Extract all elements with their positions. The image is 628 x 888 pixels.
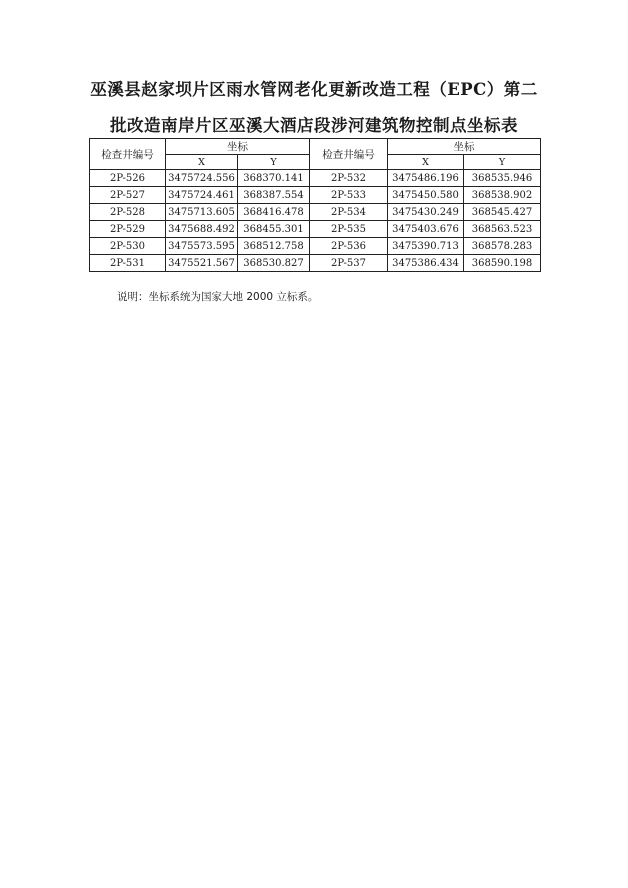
right-id-cell: 2P-534 (310, 204, 388, 221)
right-id-cell: 2P-532 (310, 170, 388, 187)
right-id-cell: 2P-537 (310, 255, 388, 272)
right-y-cell: 368545.427 (464, 204, 541, 221)
right-id-header: 检查井编号 (310, 139, 388, 170)
document-title-line-1: 巫溪县赵家坝片区雨水管网老化更新改造工程（EPC）第二 (90, 80, 538, 99)
right-coord-header: 坐标 (388, 139, 541, 155)
left-y-cell: 368370.141 (238, 170, 310, 187)
left-coord-header: 坐标 (166, 139, 310, 155)
table-row (90, 187, 541, 204)
table-row (90, 204, 541, 221)
left-x-header: X (166, 155, 238, 170)
left-id-cell: 2P-531 (90, 255, 166, 272)
left-x-cell: 3475688.492 (166, 221, 238, 238)
right-x-cell: 3475390.713 (388, 238, 464, 255)
left-id-header: 检查井编号 (90, 139, 166, 170)
coordinate-system-note: 说明：坐标系统为国家大地 2000 立标系。 (117, 291, 319, 303)
right-x-header: X (388, 155, 464, 170)
right-x-cell: 3475403.676 (388, 221, 464, 238)
left-y-cell: 368512.758 (238, 238, 310, 255)
right-id-cell: 2P-536 (310, 238, 388, 255)
left-x-cell: 3475713.605 (166, 204, 238, 221)
right-x-cell: 3475450.580 (388, 187, 464, 204)
left-y-cell: 368455.301 (238, 221, 310, 238)
right-y-header: Y (464, 155, 541, 170)
left-x-cell: 3475521.567 (166, 255, 238, 272)
table-row (90, 170, 541, 187)
right-y-cell: 368535.946 (464, 170, 541, 187)
right-x-cell: 3475486.196 (388, 170, 464, 187)
right-y-cell: 368578.283 (464, 238, 541, 255)
left-x-cell: 3475724.556 (166, 170, 238, 187)
right-id-cell: 2P-533 (310, 187, 388, 204)
left-y-cell: 368387.554 (238, 187, 310, 204)
left-y-cell: 368416.478 (238, 204, 310, 221)
right-y-cell: 368538.902 (464, 187, 541, 204)
left-id-cell: 2P-526 (90, 170, 166, 187)
table-row (90, 238, 541, 255)
left-id-cell: 2P-530 (90, 238, 166, 255)
left-id-cell: 2P-529 (90, 221, 166, 238)
left-x-cell: 3475724.461 (166, 187, 238, 204)
right-y-cell: 368590.198 (464, 255, 541, 272)
right-x-cell: 3475430.249 (388, 204, 464, 221)
left-id-cell: 2P-528 (90, 204, 166, 221)
left-x-cell: 3475573.595 (166, 238, 238, 255)
left-id-cell: 2P-527 (90, 187, 166, 204)
left-y-header: Y (238, 155, 310, 170)
table-row (90, 221, 541, 238)
right-x-cell: 3475386.434 (388, 255, 464, 272)
table-row (90, 255, 541, 272)
left-y-cell: 368530.827 (238, 255, 310, 272)
right-y-cell: 368563.523 (464, 221, 541, 238)
document-title-line-2: 批改造南岸片区巫溪大酒店段涉河建筑物控制点坐标表 (110, 116, 518, 135)
right-id-cell: 2P-535 (310, 221, 388, 238)
coordinate-table (89, 138, 541, 272)
